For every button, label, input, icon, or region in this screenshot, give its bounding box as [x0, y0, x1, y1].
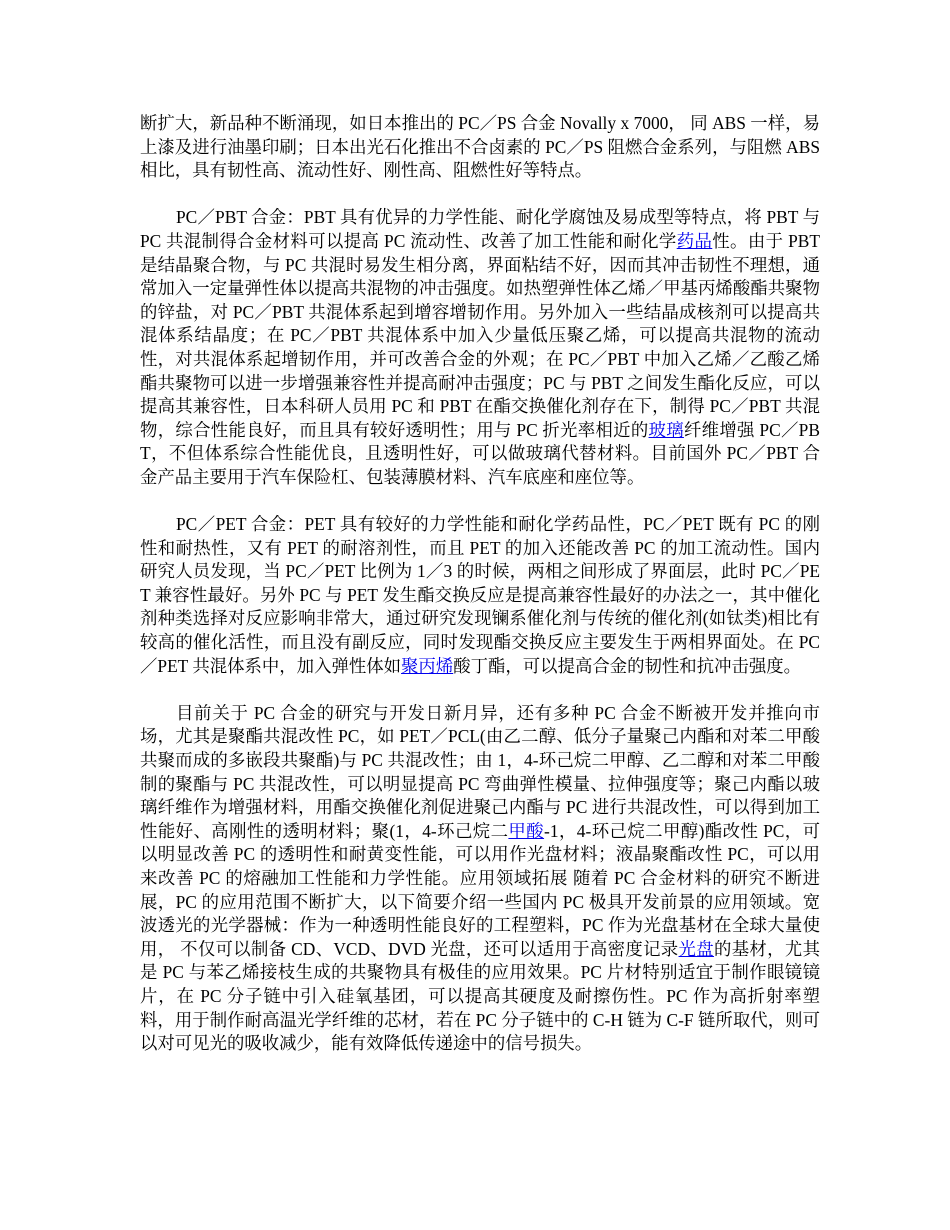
- paragraph-pc-pet-alloy: [140, 513, 820, 678]
- text-segment: 目前关于 PC 合金的研究与开发日新月异，还有多种 PC 合金不断被开发并推向市场，尤其是聚酯共混改性 PC，如 PET／PCL(由乙二醇、低分子量聚己内酯和对苯二甲酸共聚而成的多嵌段共聚酯)与 PC 共混改性；由 1，4-环己烷二甲醇、乙二醇和对苯二甲酸制的聚酯与 PC 共混改性，可以明显提高 PC 弯曲弹性模量、拉伸强度等；聚己内酯以玻璃纤维作为增强材料，用酯交换催化剂促进聚己内酯与 PC 进行共混改性，可以得到加工性能好、高刚性的透明材料；聚(1，4-环己烷二: [140, 702, 820, 841]
- link-yaopin[interactable]: 药品: [676, 230, 713, 251]
- text-segment: PC／PET 合金：PET 具有较好的力学性能和耐化学药品性，PC／PET 既有 PC 的刚性和耐热性，又有 PET 的耐溶剂性，而且 PET 的加入还能改善 PC 的加工流动性。国内研究人员发现，当 PC／PET 比例为 1／3 的时候，两相之间形成了界面层，此时 PC／PET 兼容性最好。另外 PC 与 PET 发生酯交换反应是提高兼容性最好的办法之一，其中催化剂种类选择对反应影响非常大，通过研究发现镧系催化剂与传统的催化剂(如钛类)相比有较高的催化活性，而且没有副反应，同时发现酯交换反应主要发生于两相界面处。在 PC／PET 共混体系中，加入弹性体如: [140, 514, 820, 676]
- paragraph-pc-ps-intro: [140, 112, 820, 183]
- link-guangpan[interactable]: 光盘: [678, 938, 714, 959]
- text-segment: 性。由于 PBT 是结晶聚合物，与 PC 共混时易发生相分离，界面粘结不好，因而其冲击韧性不理想，通常加入一定量弹性体以提高共混物的冲击强度。如热塑弹性体乙烯／甲基丙烯酸酯共聚物的锌盐，对 PC／PBT 共混体系起到增容增韧作用。另外加入一些结晶成核剂可以提高共混体系结晶度；在 PC／PBT 共混体系中加入少量低压聚乙烯，可以提高共混物的流动性，对共混体系起增韧作用，并可改善合金的外观；在 PC／PBT 中加入乙烯／乙酸乙烯酯共聚物可以进一步增强兼容性并提高耐冲击强度；PC 与 PBT 之间发生酯化反应，可以提高其兼容性，日本科研人员用 PC 和 PBT 在酯交换催化剂存在下，制得 PC／PBT 共混物，综合性能良好，而且具有较好透明性；用与 PC 折光率相近的: [140, 230, 820, 440]
- paragraph-pc-alloy-research: [140, 702, 820, 1056]
- link-boli[interactable]: 玻璃: [648, 419, 684, 440]
- link-jiasuan[interactable]: 甲酸: [508, 820, 545, 841]
- link-jubingxi[interactable]: 聚丙烯: [401, 655, 454, 676]
- text-segment: -1，4-环己烷二甲醇)酯改性 PC，可以明显改善 PC 的透明性和耐黄变性能，可以用作光盘材料；液晶聚酯改性 PC，可以用来改善 PC 的熔融加工性能和力学性能。应用领域拓展 随着 PC 合金材料的研究不断进展，PC 的应用范围不断扩大，以下简要介绍一些国内 PC 极具开发前景的应用领域。宽波透光的光学器械：作为一种透明性能良好的工程塑料，PC 作为光盘基材在全球大量使用， 不仅可以制备 CD、VCD、DVD 光盘，还可以适用于高密度记录: [140, 820, 820, 959]
- paragraph-pc-pbt-alloy: [140, 206, 820, 489]
- text-segment: 断扩大，新品种不断涌现，如日本推出的 PC／PS 合金 Novally x 7000， 同 ABS 一样，易上漆及进行油墨印刷；日本出光石化推出不合卤素的 PC／PS 阻燃合金系列，与阻燃 ABS 相比，具有韧性高、流动性好、刚性高、阻燃性好等特点。: [140, 113, 820, 181]
- text-segment: 纤维增强 PC／PBT，不但体系综合性能优良，且透明性好，可以做玻璃代替材料。目前国外 PC／PBT 合金产品主要用于汽车保险杠、包装薄膜材料、汽车底座和座位等。: [140, 419, 820, 487]
- text-segment: 的基材，尤其是 PC 与苯乙烯接枝生成的共聚物具有极佳的应用效果。PC 片材特别适宜于制作眼镜镜片，在 PC 分子链中引入硅氧基团，可以提高其硬度及耐擦伤性。PC 作为高折射率塑料，用于制作耐高温光学纤维的芯材，若在 PC 分子链中的 C-H 链为 C-F 链所取代，则可以对可见光的吸收减少，能有效降低传递途中的信号损失。: [140, 938, 820, 1054]
- document-body: [140, 112, 820, 1079]
- text-segment: PC／PBT 合金：PBT 具有优异的力学性能、耐化学腐蚀及易成型等特点，将 PBT 与 PC 共混制得合金材料可以提高 PC 流动性、改善了加工性能和耐化学: [140, 207, 820, 251]
- text-segment: 酸丁酯，可以提高合金的韧性和抗冲击强度。: [453, 655, 802, 676]
